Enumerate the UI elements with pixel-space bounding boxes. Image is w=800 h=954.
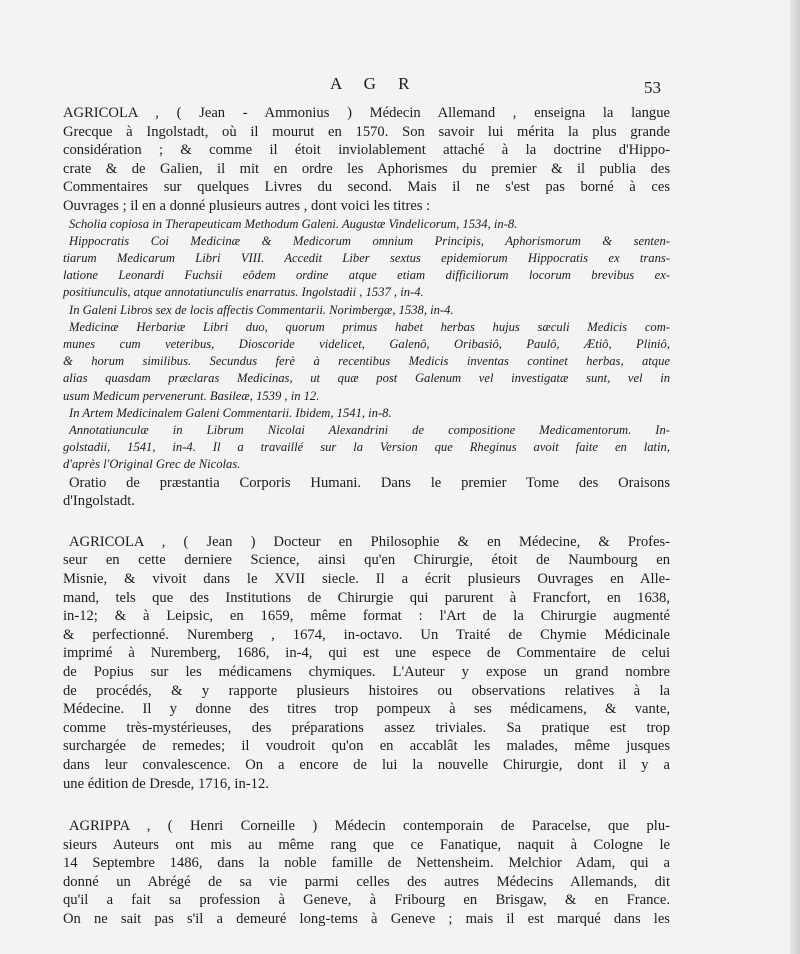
work-title: Medicinæ Herbariæ Libri duo, quorum primus habet herbas hujus sæculi Medicis com- xyxy=(69,319,670,334)
text-line: & perfectionné. Nuremberg , 1674, in-octavo. Un Traité de Chymie Médicinale xyxy=(63,626,670,643)
text-line: 14 Septembre 1486, dans la noble famille de Nettensheim. Melchior Adam, qui a xyxy=(63,855,670,872)
work-title: alias quasdam præclaras Medicinas, ut quæ post Galenum vel investigatæ sunt, vel in xyxy=(63,371,670,386)
work-title: d'après l'Original Grec de Nicolas. xyxy=(63,457,241,472)
work-title: tiarum Medicarum Libri VIII. Accedit Liber sextus epidemiorum Hippocratis ex trans- xyxy=(63,250,670,265)
text-line: de Popius sur les médicamens chymiques. L'Auteur y expose un grand nombre xyxy=(63,663,670,680)
entry-agricola-jean xyxy=(63,533,670,793)
text-line: qu'il a fait sa profession à Geneve, à Fribourg en Brisgaw, & en France. xyxy=(63,892,670,909)
text-line: imprimé à Nuremberg, 1686, in-4, qui est une espece de Commentaire de celui xyxy=(63,645,670,662)
work-title: munes cum veteribus, Dioscoride videlicet, Galenô, Oribasiô, Paulô, Ætiô, Pliniô, xyxy=(63,336,670,351)
entry-agricola-jean-ammonius xyxy=(63,104,670,511)
text-line: Misnie, & vivoit dans le XVII siecle. Il a écrit plusieurs Ouvrages en Alle- xyxy=(63,570,670,587)
page-edge xyxy=(790,0,800,954)
entry-agrippa xyxy=(63,817,670,929)
text-line: Grecque à Ingolstadt, où il mourut en 1570. Son savoir lui mérita la plus grande xyxy=(63,123,670,140)
work-title: Annotatiunculæ in Librum Nicolai Alexandrini de compositione Medicamentorum. In- xyxy=(69,423,670,437)
work-title: Scholia copiosa in Therapeuticam Methodum Galeni. Augustæ Vindelicorum, 1534, in-8. xyxy=(69,216,518,231)
text-line: AGRICOLA , ( Jean - Ammonius ) Médecin Allemand , enseigna la langue xyxy=(63,105,670,121)
text-line: de procédés, & y rapporte plusieurs histoires ou observations relatives à la xyxy=(63,682,670,699)
text-line: On ne sait pas s'il a demeuré long-tems à Geneve ; mais il est marqué dans les xyxy=(63,911,670,928)
text-line: Commentaires sur quelques Livres du second. Mais il ne s'est pas borné à ces xyxy=(63,179,670,196)
text-line: donné un Abrégé de sa vie parmi celles des autres Médecins Allemands, dit xyxy=(63,873,670,890)
works-list xyxy=(63,216,670,474)
work-title: In Galeni Libros sex de locis affectis Commentarii. Norimbergæ, 1538, in-4. xyxy=(69,302,454,317)
text-line: d'Ingolstadt. xyxy=(63,493,135,510)
work-title: & horum similibus. Secundus ferè à recentibus Medicis inventas continet herbas, atque xyxy=(63,354,670,369)
text-line: une édition de Dresde, 1716, in-12. xyxy=(63,775,269,792)
work-title: golstadii, 1541, in-4. Il a travaillé sur la Version que Rheginus avoit faite en latin, xyxy=(63,440,670,455)
text-line: seur en cette derniere Science, ainsi qu'en Chirurgie, étoit de Naumbourg en xyxy=(63,552,670,569)
text-line: mand, tels que des Institutions de Chirurgie qui parurent à Francfort, en 1638, xyxy=(63,589,670,606)
work-title: positiunculis, atque annotatiunculis enarratus. Ingolstadii , 1537 , in-4. xyxy=(63,285,424,300)
page-number: 53 xyxy=(644,78,661,97)
text-line: sieurs Auteurs ont mis au même rang que ce Fanatique, naquit à Cologne le xyxy=(63,836,670,853)
text-line: AGRICOLA , ( Jean ) Docteur en Philosophie & en Médecine, & Profes- xyxy=(69,533,670,550)
page-body xyxy=(63,104,670,947)
text-line: Oratio de præstantia Corporis Humani. Dans le premier Tome des Oraisons xyxy=(69,474,670,491)
text-line: comme très-mystérieuses, des préparations assez triviales. Sa pratique est trop xyxy=(63,719,670,736)
running-head: A G R xyxy=(330,74,419,93)
work-title: In Artem Medicinalem Galeni Commentarii. Ibidem, 1541, in-8. xyxy=(69,405,392,420)
text-line: Ouvrages ; il en a donné plusieurs autres , dont voici les titres : xyxy=(63,197,431,214)
text-line: in-12; & à Leipsic, en 1659, même format : l'Art de la Chirurgie augmenté xyxy=(63,608,670,625)
work-title: latione Leonardi Fuchsii eôdem ordine atque etiam difficiliorum locorum brevibus ex- xyxy=(63,268,670,283)
text-line: crate & de Galien, il mit en ordre les Aphorismes du premier & il publia des xyxy=(63,160,670,177)
text-line: Médecine. Il y donne des titres trop pompeux à ses médicamens, & vante, xyxy=(63,701,670,718)
page-header xyxy=(0,74,800,96)
text-line: considération ; & comme il étoit inviolablement attaché à la doctrine d'Hippo- xyxy=(63,142,670,159)
work-title: usum Medicum pervenerunt. Basileæ, 1539 , in 12. xyxy=(63,388,320,403)
text-line: AGRIPPA , ( Henri Corneille ) Médecin contemporain de Paracelse, que plu- xyxy=(69,818,670,835)
work-title: Hippocratis Coi Medicinæ & Medicorum omnium Principis, Aphorismorum & senten- xyxy=(69,233,670,248)
text-line: dans leur convalescence. On a encore de lui la nouvelle Chirurgie, dont il y a xyxy=(63,756,670,773)
text-line: surchargée de remedes; il voudroit qu'on en accablât les malades, même jusques xyxy=(63,738,670,755)
